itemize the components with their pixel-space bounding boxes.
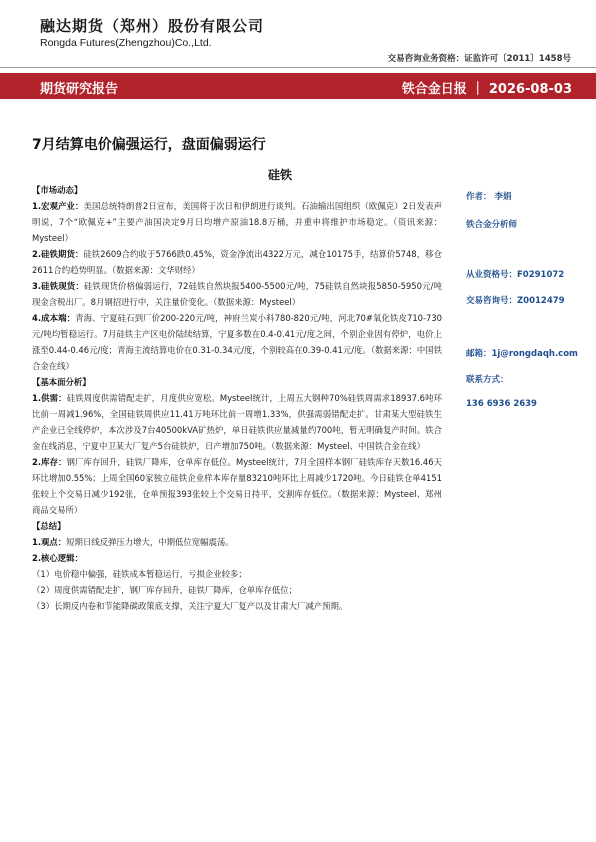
report-banner — [0, 73, 596, 99]
market-item-text: 美国总统特朗普2日宣布，美国将于次日和伊朗进行谈判。石油输出国组织（欧佩克）2日发表声明说，7个“欧佩克+”主要产油国决定9月日均增产原油18.8万桶，并重申将维护市场稳定。（资讯来源：Mysteel） — [32, 201, 443, 243]
market-item-label: 4.成本端： — [32, 313, 76, 323]
market-item — [32, 198, 442, 246]
fundamental-item — [32, 454, 442, 518]
logic-item: （3）长期反内卷和节能降碳政策底支撑，关注宁夏大厂复产以及甘肃大厂减产预期。 — [32, 601, 348, 611]
market-item-text: 青海、宁夏硅石到厂价200-220元/吨，神府兰炭小料780-820元/吨，河北70#氧化铁皮710-730元/吨均暂稳运行。7月硅铁主产区电价陆续结算，宁夏多数在0.4-0.41元/度之间，个别企业因有停炉，电价上涨至0.44-0.46元/度；青海主流结算电价在0.31-0.34元/度，个别较高在0.39-0.41元/度。（数据来源：中国铁合金在线） — [32, 313, 443, 371]
company-name-cn: 融达期货（郑州）股份有限公司 — [40, 17, 265, 35]
market-item-label: 2.硅铁期货： — [32, 249, 84, 259]
report-title: 7月结算电价偏强运行，盘面偏弱运行 — [32, 137, 266, 153]
fundamental-item-label: 1.供需： — [32, 393, 67, 403]
main-content — [32, 182, 442, 614]
market-item-text: 硅铁现货价格偏弱运行，72硅铁自然块报5400-5500元/吨，75硅铁自然块报5850-5950元/吨现金含税出厂。8月钢招进行中，关注量价变化。（数据来源：Mysteel） — [32, 281, 442, 307]
logic-item: （2）周度供需错配走扩，钢厂库存回升，硅铁厂降库，仓单库存低位； — [32, 585, 297, 595]
author-role: 铁合金分析师 — [466, 220, 518, 230]
market-item — [32, 246, 442, 278]
fundamental-item-text: 钢厂库存回升，硅铁厂降库，仓单库存低位。Mysteel统计，7月全国样本钢厂硅铁库存天数16.46天环比增加0.55%；上周全国60家独立硅铁企业样本库存量83210吨环比上周减少1720吨。今日硅铁仓单4151张较上个交易日减少192张，仓单预报393张较上个交易日持平，交割库存低位。（数据来源：Mysteel、郑州商品交易所） — [32, 457, 442, 515]
logic-item: （1）电价稳中偏强，硅铁成本暂稳运行，亏损企业较多； — [32, 569, 247, 579]
summary-view-text: 短期日线反弹压力增大，中期低位宽幅震荡。 — [66, 537, 234, 547]
banner-report-date: 铁合金日报 ｜ 2026-08-03 — [401, 82, 572, 97]
summary-logic-label: 2.核心逻辑： — [32, 553, 83, 563]
market-item — [32, 310, 442, 374]
summary-view-label: 1.观点： — [32, 537, 67, 547]
fundamental-item — [32, 390, 442, 454]
author-email[interactable]: 邮箱：1j@rongdaqh.com — [466, 349, 578, 359]
author-phone: 136 6936 2639 — [466, 399, 537, 409]
market-item-label: 1.宏观产业： — [32, 201, 84, 211]
fundamental-item-label: 2.库存： — [32, 457, 67, 467]
banner-report-type: 期货研究报告 — [40, 82, 119, 97]
market-item-text: 硅铁2609合约收于5766跌0.45%，资金净流出4322万元，减仓10175手，结算价5748，移仓2611合约趋势明显。（数据来源：文华财经） — [32, 249, 442, 275]
market-item-label: 3.硅铁现货： — [32, 281, 84, 291]
summary-view — [32, 534, 442, 550]
contact-label: 联系方式： — [466, 375, 509, 385]
company-name-en: Rongda Futures(Zhengzhou)Co.,Ltd. — [40, 37, 212, 49]
section-name: 硅铁 — [267, 168, 292, 182]
header-divider — [0, 67, 596, 68]
license-number: 从业资格号：F0291072 — [466, 270, 565, 280]
fundamental-item-text: 硅铁周度供需错配走扩，月度供应宽松。Mysteel统计，上周五大钢种70%硅铁周需求18937.6吨环比前一周减1.96%，全国硅铁周供应11.41万吨环比前一周增1.33%，供强需弱错配走扩。甘肃某大型硅铁生产企业已全线停炉，本次涉及7台40500kVA矿热炉，单日硅铁供应量减量约700吨，暂无明确复产时间。铁合金在线消息，宁夏中卫某大厂复产5台硅铁炉，日产增加750吨。（数据来源：Mysteel、中国铁合金在线） — [32, 393, 442, 451]
market-header: 【市场动态】 — [32, 185, 83, 195]
author-name: 作者： 李娟 — [466, 192, 512, 202]
summary-header: 【总结】 — [32, 521, 66, 531]
consult-number: 交易咨询号：Z0012479 — [466, 296, 565, 306]
market-item — [32, 278, 442, 310]
fundamental-header: 【基本面分析】 — [32, 377, 91, 387]
license-info: 交易咨询业务资格：证监许可〔2011〕1458号 — [387, 54, 571, 64]
